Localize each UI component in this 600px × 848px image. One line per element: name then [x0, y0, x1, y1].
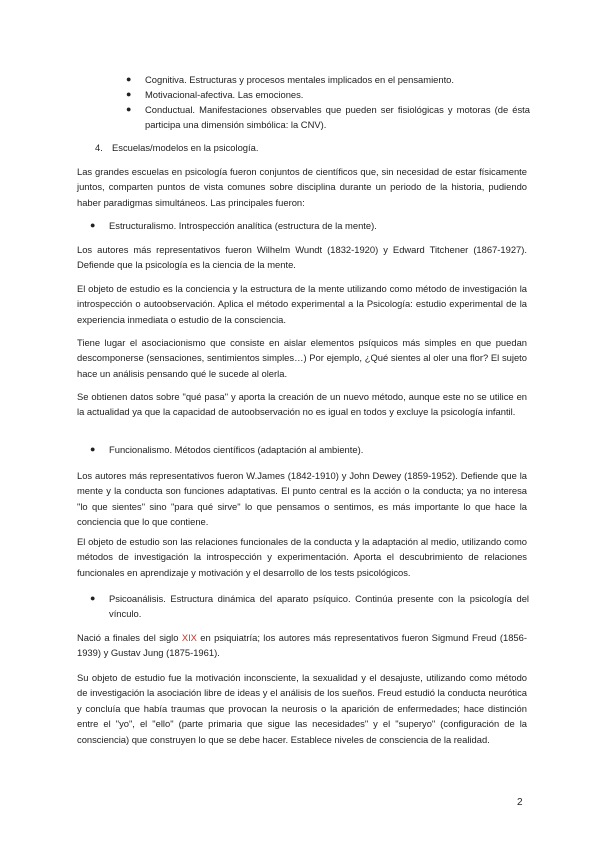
bullet-funcionalismo: Funcionalismo. Métodos científicos (adaptación al ambiente). — [109, 444, 364, 455]
bullet-dot: ● — [90, 444, 96, 454]
bullet-dot: ● — [90, 593, 96, 603]
bullet-dot: ● — [90, 220, 96, 230]
estructuralismo-datos: Se obtienen datos sobre "qué pasa" y aporta la creación de un nuevo método, aunque este no se utilice en la actualidad ya que la capacidad de autoobservación no es igual en todos y excluye la psicología infantil. — [77, 391, 527, 418]
page-number: 2 — [517, 797, 523, 808]
century-highlight: XIX — [181, 632, 197, 643]
estructuralismo-objeto: El objeto de estudio es la conciencia y la estructura de la mente utilizando como método de investigación la introspección o autoobservación. Aplica el método experimental a la Psicología: estudio experimental de la experiencia inmediata o estudio de la consciencia. — [77, 283, 527, 325]
funcionalismo-autores: Los autores más representativos fueron W.James (1842-1910) y John Dewey (1859-1952). Defiende que la mente y la conducta son funciones adaptativas. El punto central es la acción o la conducta; ya no interesa "lo que sientes" sino "para qué sirve" lo que pensamos o sentimos, es más importante lo que hace la conciencia que lo que contiene. — [77, 470, 527, 528]
section-title: Escuelas/modelos en la psicología. — [112, 142, 259, 153]
psicoanalisis-origen — [77, 630, 527, 661]
bullet-dot: ● — [126, 104, 132, 114]
bullet-conductual: Conductual. Manifestaciones observables que pueden ser fisiológicas y motoras (de ésta participa una dimensión simbólica: la CNV). — [145, 104, 530, 131]
section-number: 4. — [95, 142, 103, 153]
bullet-estructuralismo: Estructuralismo. Introspección analítica (estructura de la mente). — [109, 220, 377, 231]
intro-paragraph: Las grandes escuelas en psicología fueron conjuntos de científicos que, sin necesidad de estar físicamente juntos, comparten puntos de vista comunes sobre disciplina durante un periodo de la historia, pudiendo haber paradigmas simultáneos. Las principales fueron: — [77, 166, 527, 208]
funcionalismo-objeto: El objeto de estudio son las relaciones funcionales de la conducta y la adaptación al medio, utilizando como métodos de investigación la introspección y experimentación. Aporta el descubrimiento de relaciones funcionales en aprendizaje y motivación y el desarrollo de los tests psicológicos. — [77, 536, 527, 578]
origen-text-start: Nació a finales del siglo — [77, 632, 182, 643]
bullet-psicoanalisis: Psicoanálisis. Estructura dinámica del aparato psíquico. Continúa presente con la psicología del vínculo. — [109, 593, 529, 620]
estructuralismo-asociacionismo: Tiene lugar el asociacionismo que consiste en aislar elementos psíquicos más simples en que puedan descomponerse (sensaciones, sentimientos simples…) Por ejemplo, ¿Qué sientes al oler una flor? El sujeto hace un análisis pensando qué le sucede al olerla. — [77, 337, 527, 379]
origen-text-end: en psiquiatría; los autores más representativos fueron Sigmund Freud (1856-1939) y Gustav Jung (1875-1961). — [77, 632, 527, 659]
psicoanalisis-objeto: Su objeto de estudio fue la motivación inconsciente, la sexualidad y el desajuste, utilizando como método de investigación la asociación libre de ideas y el análisis de los sueños. Freud estudió la conducta neurótica y concluía que había traumas que provocan la neurosis o la aparición de enfermedades; hace distinción entre el "yo", el "ello" (parte primaria que sigue las necesidades" y el "superyo" (configuración de la consciencia) que construyen lo que se debe hacer. Establece niveles de consciencia de la realidad. — [77, 672, 527, 745]
estructuralismo-autores: Los autores más representativos fueron Wilhelm Wundt (1832-1920) y Edward Titchener (1867-1927). Defiende que la psicología es la ciencia de la mente. — [77, 244, 527, 271]
bullet-dot: ● — [126, 74, 132, 84]
bullet-dot: ● — [126, 89, 132, 99]
bullet-cognitiva: Cognitiva. Estructuras y procesos mentales implicados en el pensamiento. — [145, 74, 455, 85]
bullet-motivacional: Motivacional-afectiva. Las emociones. — [145, 89, 304, 100]
